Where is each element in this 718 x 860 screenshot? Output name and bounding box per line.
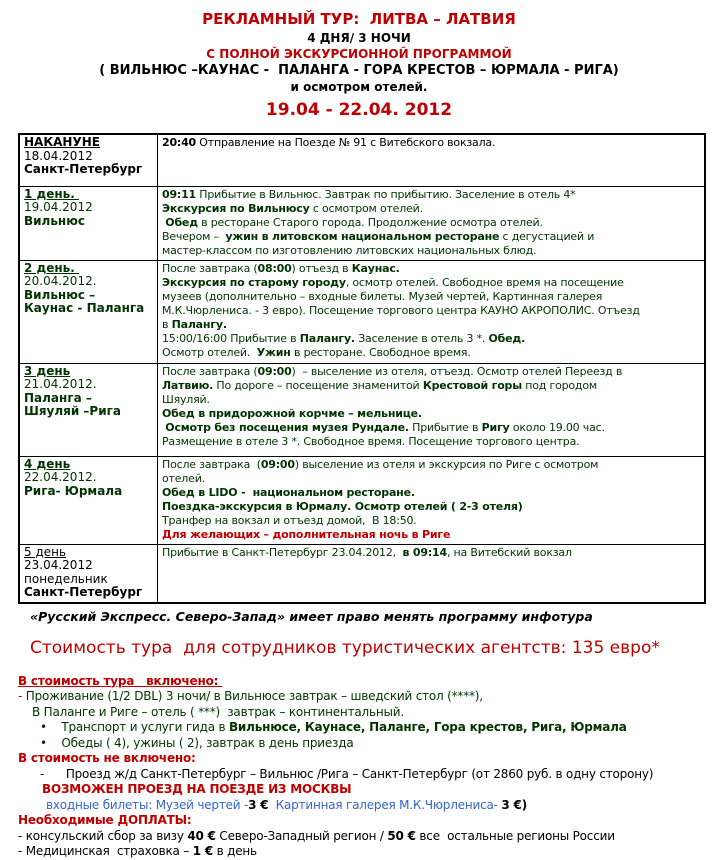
itinerary-row [19, 186, 705, 260]
text-line [18, 720, 710, 736]
text-segment: с осмотром отелей. [309, 201, 423, 215]
text-line [162, 318, 700, 332]
text-line [162, 421, 700, 435]
text-segment: В Паланге и Риге – отель ( ***) завтрак – континентальный. [32, 704, 405, 719]
text-line [18, 674, 710, 690]
text-line [162, 435, 700, 449]
text-line [24, 546, 153, 560]
itinerary-row [19, 134, 705, 186]
itinerary-program-cell [158, 134, 706, 186]
text-segment: Транспорт и услуги гида в [61, 720, 229, 734]
itinerary-table [18, 133, 706, 604]
text-segment: с дегустацией и [499, 229, 595, 243]
text-line [162, 136, 700, 150]
text-line [162, 546, 700, 560]
text-segment: 4 день [24, 456, 71, 471]
text-segment: 20.04.2012. [24, 274, 97, 288]
text-segment: , на Витебский вокзал [446, 545, 572, 559]
text-line [18, 705, 710, 721]
text-segment: - консульский сбор за визу [18, 828, 188, 843]
text-segment: Картинная галерея М.К.Чюрлениса- [268, 797, 502, 812]
document-header [0, 0, 718, 120]
text-line [162, 188, 700, 202]
text-segment: 18.04.2012 [24, 148, 93, 163]
text-segment: 2 день. [24, 260, 79, 275]
text-segment: 3 €) [501, 797, 527, 812]
itinerary-day-cell [19, 544, 158, 603]
price-line: Стоимость тура для сотрудников туристических агентств: 135 евро* [30, 637, 660, 658]
text-line [162, 458, 700, 472]
itinerary-program-cell [158, 544, 706, 603]
text-line [24, 365, 153, 379]
text-segment: Осмотр без посещения музея Рундале. [165, 420, 409, 434]
text-segment: Обеды ( 4), ужины ( 2), завтрак в день приезда [61, 735, 354, 750]
text-segment: Каунас - Паланга [24, 301, 145, 315]
text-segment: ) отъезд в [291, 261, 352, 275]
text-segment: в ресторане. Свободное время. [290, 345, 471, 359]
text-segment: Санкт-Петербург [24, 585, 143, 599]
text-segment: Ригу [481, 420, 510, 434]
text-segment: , осмотр отелей. Свободное время на посещение [345, 275, 624, 289]
text-line [162, 262, 700, 276]
text-line [162, 202, 700, 216]
text-line [162, 332, 700, 346]
text-segment: Прибытие в Вильнюс. Завтрак по прибытию. Заселение в отель 4* [196, 187, 576, 201]
tour-dates: 19.04 - 22.04. 2012 [265, 100, 453, 120]
itinerary-program-cell [158, 260, 706, 363]
text-segment: отелей. [162, 471, 205, 485]
text-segment: Поездка-экскурсия в Юрмалу. Осмотр отелей ( 2-3 отеля) [162, 499, 523, 513]
text-line [162, 244, 700, 258]
text-segment: ужин в литовском национальном ресторане [225, 229, 500, 243]
text-line [18, 829, 710, 845]
text-line [24, 150, 153, 164]
text-line [162, 528, 700, 542]
details-section [18, 674, 710, 860]
text-segment: 40 € [187, 828, 216, 843]
text-segment: В стоимость не включено: [18, 751, 196, 765]
text-segment: под городом [521, 378, 597, 392]
text-segment: М.К.Чюрлениса. - 3 евро). Посещение торгового центра КАУНО АКРОПОЛИС. Отъезд [162, 303, 640, 317]
text-line [162, 379, 700, 393]
text-segment: Паланга – [24, 390, 92, 405]
text-line [162, 472, 700, 486]
text-line [162, 230, 700, 244]
text-line [162, 407, 700, 421]
text-line [18, 689, 710, 705]
text-segment: ВОЗМОЖЕН ПРОЕЗД НА ПОЕЗДЕ ИЗ МОСКВЫ [42, 782, 352, 796]
text-segment: ) – выселение из отеля, отъезд. Осмотр отелей Переезд в [291, 364, 623, 378]
text-segment: 5 день [24, 544, 67, 559]
itinerary-row [19, 260, 705, 363]
text-segment: мастер-классом по изготовлению литовских национальных блюд. [162, 243, 537, 257]
text-segment: Экскурсия по старому городу [162, 275, 346, 289]
text-line [18, 798, 710, 814]
text-line [162, 365, 700, 379]
text-segment: в 09:14 [402, 545, 447, 559]
text-segment: В стоимость тура включено: [18, 673, 223, 688]
text-line [18, 736, 710, 752]
tour-title: РЕКЛАМНЫЙ ТУР: ЛИТВА – ЛАТВИЯ [202, 10, 516, 28]
text-segment: Необходимые ДОПЛАТЫ: [18, 813, 192, 827]
text-line [162, 393, 700, 407]
text-segment: Прибытие в [408, 420, 482, 434]
itinerary-day-cell [19, 363, 158, 456]
text-segment: 3 день [24, 363, 71, 378]
text-segment: 1 день. [24, 186, 79, 201]
text-segment: Обед [165, 215, 198, 229]
text-line [24, 201, 153, 215]
text-line [24, 559, 153, 573]
text-line [24, 188, 153, 202]
text-segment: По дороге – посещение знаменитой [213, 378, 423, 392]
text-line [24, 302, 153, 316]
text-line [24, 485, 153, 499]
text-segment: Вильнюс [24, 213, 86, 228]
text-line [24, 378, 153, 392]
text-line [24, 471, 153, 485]
text-segment: Обед. [488, 331, 526, 345]
text-line [18, 751, 710, 767]
text-segment: 19.04.2012 [24, 200, 93, 214]
text-segment: - Проезд ж/д Санкт-Петербург – Вильнюс /Рига – Санкт-Петербург (от 2860 руб. в одну сторону) [40, 766, 654, 781]
text-line [24, 392, 153, 406]
text-line [24, 215, 153, 229]
tour-program-note: С ПОЛНОЙ ЭКСКУРСИОННОЙ ПРОГРАММОЙ [206, 47, 512, 61]
text-segment: Палангу. [171, 317, 227, 331]
text-segment: Палангу. [299, 331, 355, 345]
text-segment: Ужин [256, 345, 291, 359]
itinerary-row [19, 363, 705, 456]
text-line [24, 586, 153, 600]
text-segment: После завтрака ( [162, 261, 258, 275]
text-line [162, 486, 700, 500]
text-segment: около 19.00 час. [509, 420, 605, 434]
text-segment: Проживание (1/2 DBL) 3 ночи/ в Вильнюсе завтрак – шведский стол (****), [25, 689, 483, 703]
text-line [162, 216, 700, 230]
text-line [18, 813, 710, 829]
text-segment: 20:40 [162, 136, 197, 149]
text-segment: Крестовой горы [422, 378, 522, 392]
text-segment: НАКАНУНЕ [24, 135, 100, 149]
text-segment: • [40, 720, 62, 734]
text-segment: все остальные регионы России [415, 828, 615, 843]
text-line [24, 163, 153, 177]
text-segment: Размещение в отеле 3 *. Свободное время. Посещение торгового центра. [162, 434, 580, 448]
tour-hotels-note: и осмотром отелей. [290, 80, 428, 94]
text-segment: в [162, 317, 172, 331]
text-line [24, 573, 153, 587]
text-segment: 22.04.2012. [24, 470, 97, 484]
tour-duration: 4 ДНЯ/ 3 НОЧИ [307, 31, 411, 45]
text-segment: Шяуляй –Рига [24, 404, 122, 418]
text-segment: Санкт-Петербург [24, 162, 143, 176]
text-segment: После завтрака ( [162, 457, 261, 471]
text-segment: Для желающих – дополнительная ночь в Риге [162, 527, 451, 541]
text-segment: 23.04.2012 [24, 558, 93, 572]
text-segment: 09:11 [162, 187, 197, 201]
text-line [162, 276, 700, 290]
text-segment: 09:00 [260, 457, 295, 471]
text-segment: Экскурсия по Вильнюсу [162, 201, 310, 215]
text-segment: • [40, 735, 62, 750]
itinerary-day-cell [19, 456, 158, 544]
text-line [18, 767, 710, 783]
text-line [24, 262, 153, 276]
itinerary-day-cell [19, 260, 158, 363]
text-segment: музеев (дополнительно – входные билеты. Музей чертей, Картинная галерея [162, 289, 603, 303]
text-segment: Вильнюс – [24, 287, 96, 302]
text-segment: 3 € [248, 797, 269, 812]
text-line [162, 304, 700, 318]
text-segment: Заселение в отель 3 *. [354, 331, 489, 345]
itinerary-day-cell [19, 186, 158, 260]
itinerary-row [19, 456, 705, 544]
text-segment: 21.04.2012. [24, 377, 97, 391]
text-segment: 15:00/16:00 Прибытие в [162, 331, 300, 345]
text-segment: Рига- Юрмала [24, 483, 123, 498]
tour-route: ( ВИЛЬНЮС –КАУНАС - ПАЛАНГА - ГОРА КРЕСТОВ – ЮРМАЛА - РИГА) [99, 63, 619, 78]
text-segment: Прибытие в Санкт-Петербург 23.04.2012, [162, 545, 403, 559]
text-line [24, 136, 153, 150]
text-segment: Каунас. [351, 261, 400, 275]
text-segment: в день [213, 844, 257, 858]
text-segment: Осмотр отелей. [162, 345, 257, 359]
text-line [18, 782, 710, 798]
text-segment: Обед в LIDO - национальном ресторане. [162, 485, 415, 499]
text-line [162, 290, 700, 304]
itinerary-program-cell [158, 186, 706, 260]
text-segment: Отправление на Поезде № 91 с Витебского вокзала. [196, 136, 496, 149]
text-line [162, 514, 700, 528]
text-line [162, 346, 700, 360]
text-segment: в ресторане Старого города. Продолжение осмотра отелей. [197, 215, 543, 229]
text-segment: 1 € [192, 844, 214, 858]
itinerary-day-cell [19, 134, 158, 186]
text-segment: входные билеты: Музей чертей - [46, 797, 249, 812]
text-segment: Обед в придорожной корчме – мельнице. [162, 406, 422, 420]
text-segment: понедельник [24, 571, 108, 586]
text-line [24, 275, 153, 289]
text-line [162, 500, 700, 514]
itinerary-program-cell [158, 456, 706, 544]
text-line [18, 844, 710, 860]
itinerary-program-cell [158, 363, 706, 456]
disclaimer-note: «Русский Экспресс. Северо-Запад» имеет право менять программу инфотура [30, 608, 593, 624]
text-segment: После завтрака ( [162, 364, 258, 378]
text-line [24, 289, 153, 303]
text-segment: - Медицинская страховка – [18, 844, 193, 858]
text-line [24, 458, 153, 472]
text-segment: 50 € [387, 828, 416, 843]
text-line [24, 405, 153, 419]
text-segment: Транфер на вокзал и отъезд домой, В 18:50. [162, 513, 417, 527]
itinerary-row [19, 544, 705, 603]
text-segment: 09:00 [257, 364, 292, 378]
text-segment: 08:00 [257, 261, 292, 275]
text-segment: Латвию. [162, 378, 214, 392]
text-segment: Вильнюсе, Каунасе, Паланге, Гора крестов, Рига, Юрмала [228, 720, 627, 734]
text-segment: - [18, 689, 26, 703]
text-segment: Вечером – [162, 229, 226, 243]
text-segment: Северо-Западный регион / [215, 828, 388, 843]
text-segment: Шяуляй. [162, 392, 210, 406]
text-segment: ) выселение из отеля и экскурсия по Риге с осмотром [294, 457, 599, 471]
